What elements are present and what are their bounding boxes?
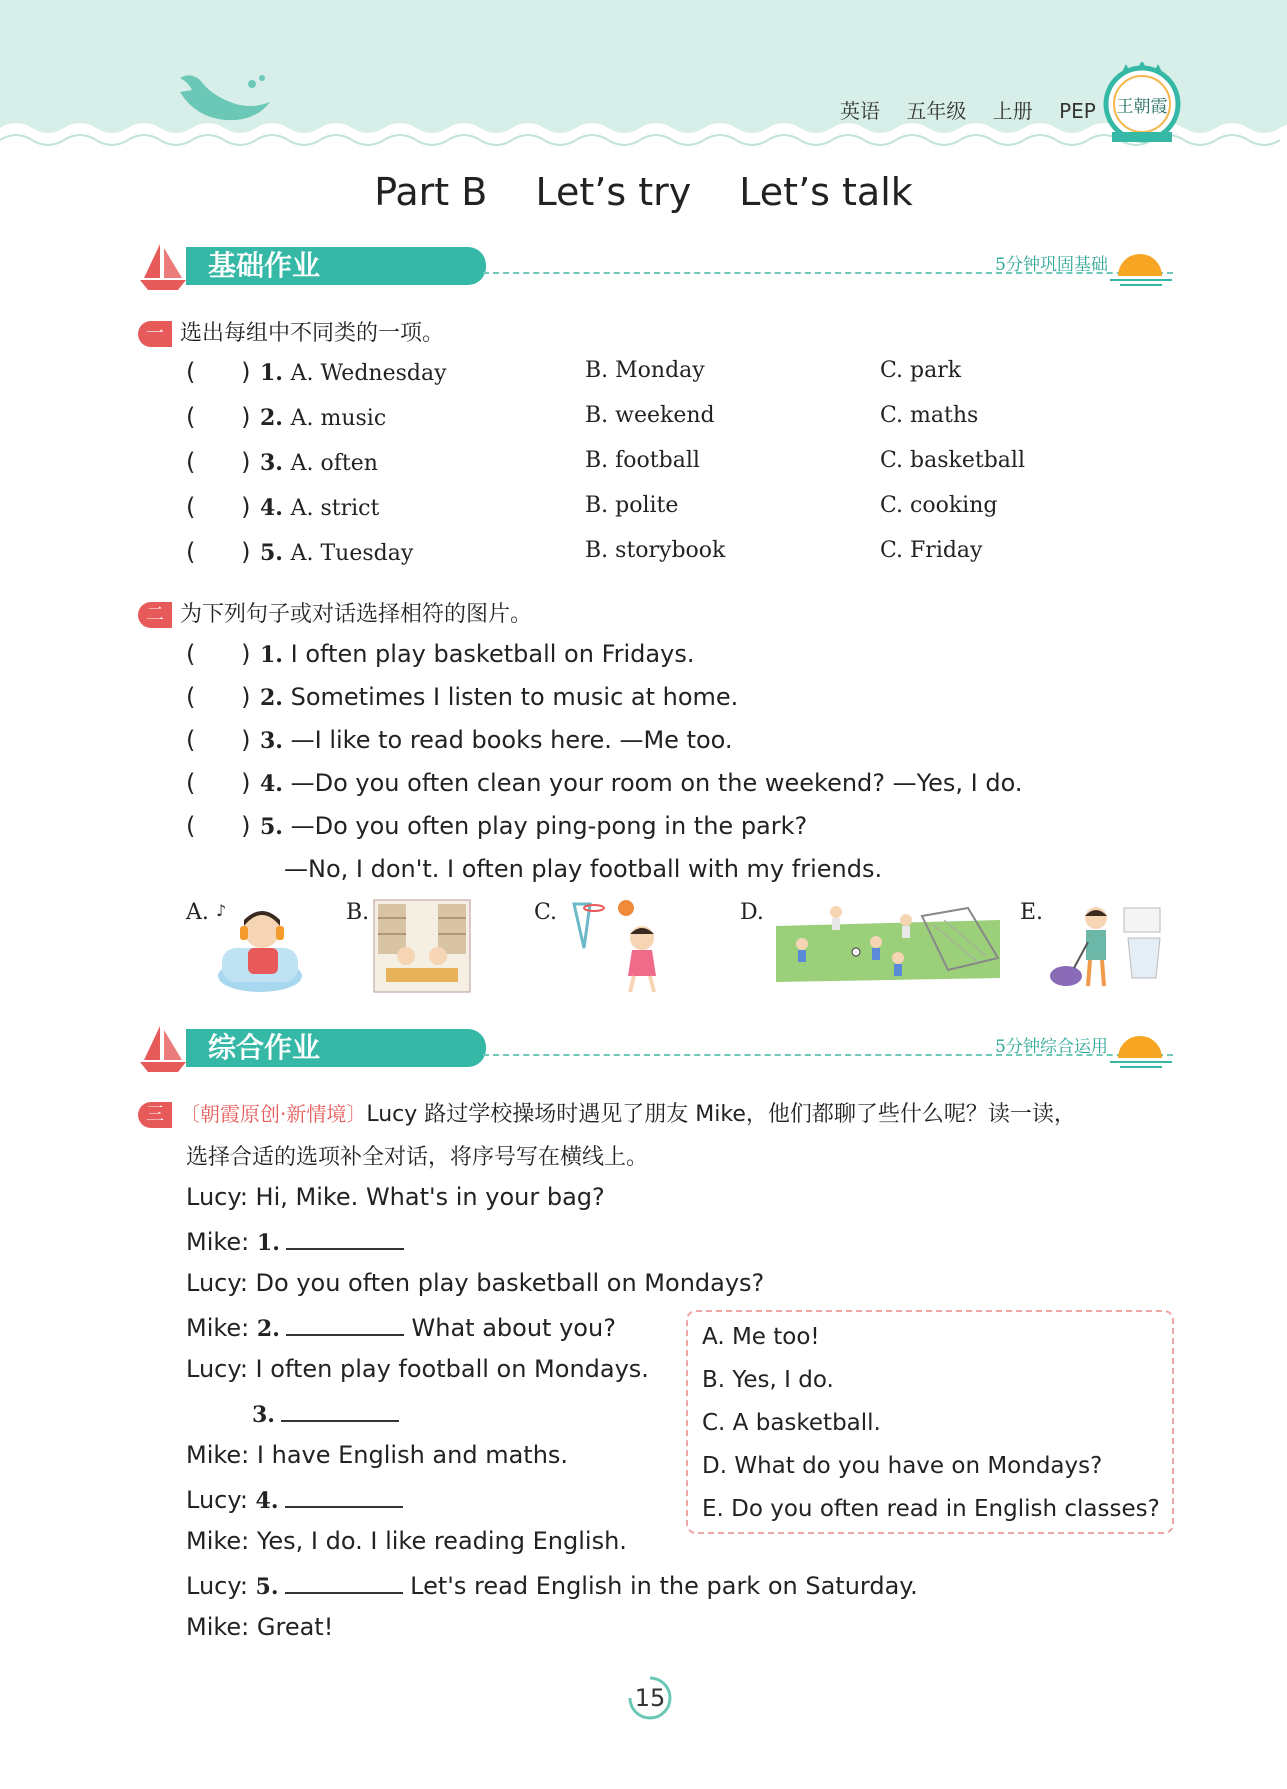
option-item: A. Me too!	[702, 1324, 820, 1350]
page-title	[0, 170, 1287, 214]
edition-label: PEP	[1059, 99, 1096, 123]
section-label: 综合作业	[186, 1029, 486, 1067]
list-item-continuation: —No, I don't. I often play football with my friends.	[284, 855, 883, 883]
picture-label-e: E.	[1020, 900, 1044, 925]
question-instruction: 为下列句子或对话选择相符的图片。	[180, 602, 533, 627]
answer-blank[interactable]	[286, 1312, 404, 1336]
dialogue-line: Lucy: 5. Let's read English in the park on Saturday.	[186, 1572, 918, 1600]
list-item: 2. Sometimes I listen to music at home.	[260, 683, 739, 711]
question-1-header	[138, 316, 444, 347]
library-reading-picture	[372, 898, 472, 994]
answer-paren[interactable]: ( )	[186, 538, 251, 566]
picture-label-c: C.	[534, 900, 558, 925]
picture-label-d: D.	[740, 900, 764, 925]
option-c: C. Friday	[880, 538, 983, 563]
list-item: 1. A. Wednesday	[260, 360, 447, 386]
options-box	[686, 1310, 1174, 1534]
option-c: C. basketball	[880, 448, 1025, 473]
list-item: 3. —I like to read books here. —Me too.	[260, 726, 733, 754]
option-item: E. Do you often read in English classes?	[702, 1496, 1160, 1522]
option-c: C. maths	[880, 403, 979, 428]
dialogue-line: 3.	[252, 1398, 399, 1428]
book-meta	[840, 95, 1116, 124]
dialogue-line: Mike: 2. What about you?	[186, 1314, 616, 1342]
whale-icon	[170, 72, 280, 132]
section-label: 基础作业	[186, 247, 486, 285]
section-banner-comprehensive	[138, 1022, 1178, 1074]
page-number: 15	[634, 1684, 666, 1712]
cleaning-room-picture	[1044, 898, 1164, 994]
question-number: 一	[138, 321, 172, 347]
list-item: 3. A. often	[260, 450, 378, 476]
question-tag: 〔朝霞原创·新情境〕	[180, 1102, 367, 1126]
title-part: Part B	[374, 170, 488, 214]
list-item: 5. A. Tuesday	[260, 540, 414, 566]
dialogue-line: Mike: 1.	[186, 1226, 404, 1256]
dialogue-line: Lucy: 4.	[186, 1484, 403, 1514]
dialogue-line: Mike: I have English and maths.	[186, 1441, 569, 1469]
option-b: B. football	[585, 448, 700, 473]
brand-logo	[1102, 62, 1182, 148]
section-banner-basic	[138, 240, 1178, 292]
answer-paren[interactable]: ( )	[186, 683, 251, 711]
question-instruction: 选出每组中不同类的一项。	[180, 321, 445, 346]
basketball-picture	[560, 898, 680, 994]
question-number: 二	[138, 602, 172, 628]
list-item: 4. —Do you often clean your room on the weekend? —Yes, I do.	[260, 769, 1023, 797]
grade-label: 五年级	[906, 99, 967, 123]
answer-paren[interactable]: ( )	[186, 769, 251, 797]
list-item: 1. I often play basketball on Fridays.	[260, 640, 695, 668]
volume-label: 上册	[992, 99, 1033, 123]
answer-paren[interactable]: ( )	[186, 358, 251, 386]
title-talk: Let’s talk	[739, 170, 913, 214]
answer-blank[interactable]	[285, 1484, 403, 1508]
title-try: Let’s try	[535, 170, 692, 214]
picture-label-a: A.	[186, 900, 209, 925]
option-c: C. cooking	[880, 493, 998, 518]
dialogue-line: Mike: Yes, I do. I like reading English.	[186, 1527, 627, 1555]
option-b: B. weekend	[585, 403, 715, 428]
answer-blank[interactable]	[281, 1398, 399, 1422]
dialogue-line: Lucy: Do you often play basketball on Mondays?	[186, 1269, 765, 1297]
answer-paren[interactable]: ( )	[186, 403, 251, 431]
svg-text:♪: ♪	[216, 901, 227, 920]
listening-music-picture	[210, 898, 310, 994]
subject-label: 英语	[840, 99, 880, 123]
football-field-picture	[772, 898, 1004, 984]
dialogue-line: Lucy: I often play football on Mondays.	[186, 1355, 649, 1383]
question-number: 三	[138, 1102, 172, 1128]
question-instruction-line2: 选择合适的选项补全对话，将序号写在横线上。	[186, 1145, 649, 1170]
option-b: B. polite	[585, 493, 679, 518]
answer-paren[interactable]: ( )	[186, 640, 251, 668]
question-instruction: Lucy 路过学校操场时遇见了朋友 Mike，他们都聊了些什么呢？读一读，	[366, 1102, 1076, 1127]
option-b: B. storybook	[585, 538, 726, 563]
dialogue-line: Mike: Great!	[186, 1613, 334, 1641]
list-item: 5. —Do you often play ping-pong in the park?	[260, 812, 808, 840]
section-tip: 5分钟综合运用	[995, 1037, 1108, 1057]
answer-paren[interactable]: ( )	[186, 448, 251, 476]
picture-label-b: B.	[346, 900, 370, 925]
svg-text:王朝霞: 王朝霞	[1116, 97, 1168, 117]
sun-icon	[1110, 240, 1172, 288]
answer-paren[interactable]: ( )	[186, 493, 251, 521]
boat-icon	[138, 1022, 188, 1074]
option-c: C. park	[880, 358, 962, 383]
sun-icon	[1110, 1022, 1172, 1070]
option-item: D. What do you have on Mondays?	[702, 1453, 1103, 1479]
option-item: C. A basketball.	[702, 1410, 881, 1436]
answer-paren[interactable]: ( )	[186, 812, 251, 840]
list-item: 2. A. music	[260, 405, 387, 431]
list-item: 4. A. strict	[260, 495, 380, 521]
dialogue-line: Lucy: Hi, Mike. What's in your bag?	[186, 1183, 605, 1211]
question-3-header	[138, 1097, 1178, 1128]
section-tip: 5分钟巩固基础	[995, 255, 1108, 275]
question-2-header	[138, 597, 532, 628]
option-item: B. Yes, I do.	[702, 1367, 834, 1393]
answer-blank[interactable]	[286, 1226, 404, 1250]
option-b: B. Monday	[585, 358, 705, 383]
answer-paren[interactable]: ( )	[186, 726, 251, 754]
answer-blank[interactable]	[285, 1570, 403, 1594]
boat-icon	[138, 240, 188, 292]
